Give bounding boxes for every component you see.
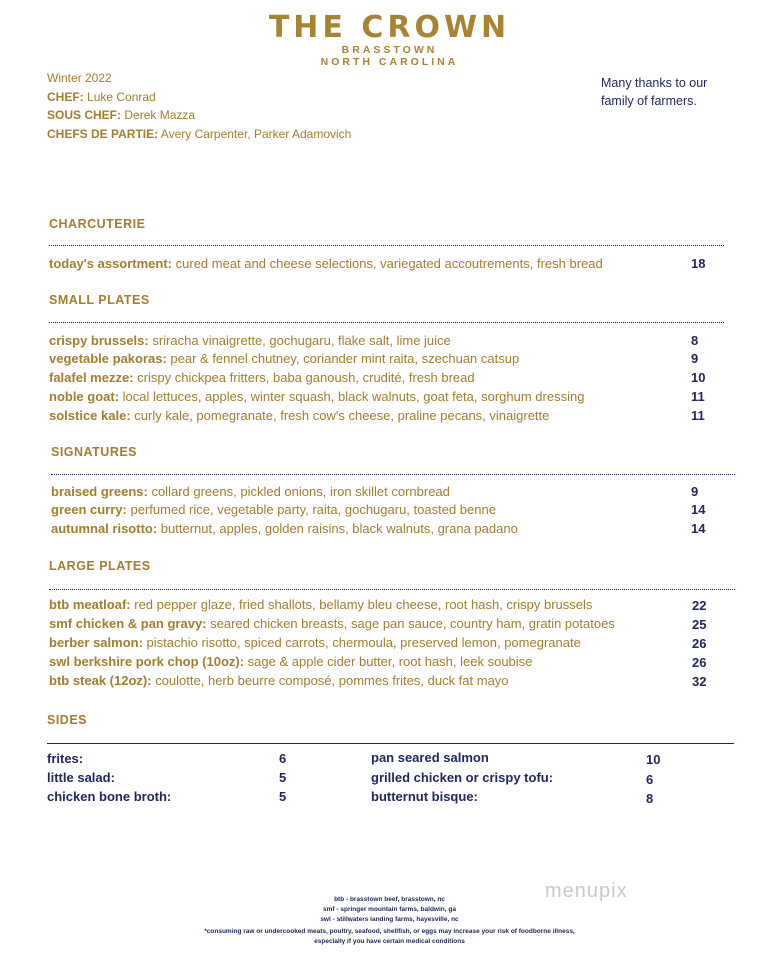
thanks-line-1: Many thanks to our [601, 76, 708, 90]
menu-item [49, 635, 581, 650]
item-desc: sage & apple cider butter, root hash, leek soubise [247, 654, 533, 669]
menu-item [49, 597, 592, 612]
item-price: 18 [691, 256, 706, 271]
side-item-name: frites: [47, 751, 84, 766]
item-desc: seared chicken breasts, sage pan sauce, country ham, gratin potatoes [210, 616, 615, 631]
watermark: menupix [545, 880, 628, 902]
item-name: falafel mezze: [49, 370, 134, 385]
restaurant-title: THE CROWN [268, 10, 511, 45]
side-item-name: grilled chicken or crispy tofu: [371, 770, 554, 785]
menu-item [49, 408, 549, 423]
item-desc: butternut, apples, golden raisins, black walnuts, grana padano [160, 521, 518, 536]
item-name: noble goat: [49, 389, 120, 404]
section-title-sides: SIDES [47, 713, 88, 727]
footer-disclaimer-1: *consuming raw or undercooked meats, poultry, seafood, shellfish, or eggs may increase your risk of foodborne illness, [204, 928, 575, 935]
item-name: btb steak (12oz): [49, 673, 152, 688]
item-desc: crispy chickpea fritters, baba ganoush, crudité, fresh bread [137, 370, 475, 385]
item-name: green curry: [51, 502, 127, 517]
item-price: 10 [691, 370, 706, 385]
item-name: berber salmon: [49, 635, 143, 650]
item-desc: collard greens, pickled onions, iron skillet cornbread [151, 484, 450, 499]
footer-legend-smf: smf - springer mountain farms, baldwin, ga [323, 906, 456, 913]
item-desc: red pepper glaze, fried shallots, bellamy bleu cheese, root hash, crispy brussels [134, 597, 593, 612]
side-item-price: 6 [646, 772, 654, 787]
menu-item [49, 673, 509, 688]
section-divider [51, 474, 735, 475]
section-title-signatures: SIGNATURES [51, 445, 138, 459]
item-price: 9 [691, 484, 699, 499]
footer-legend-btb: btb - brasstown beef, brasstown, nc [334, 896, 445, 903]
menu-item [51, 484, 450, 499]
item-price: 25 [692, 617, 707, 632]
item-price: 32 [692, 674, 707, 689]
location-line-1: BRASSTOWN [341, 44, 438, 56]
menu-item [49, 616, 615, 631]
side-item-price: 5 [279, 770, 287, 785]
item-name: autumnal risotto: [51, 521, 158, 536]
side-item-name: pan seared salmon [371, 750, 489, 765]
menu-item [49, 351, 519, 366]
chefs-de-partie-line [47, 127, 351, 141]
item-name: vegetable pakoras: [49, 351, 167, 366]
sous-chef-name: Derek Mazza [124, 108, 196, 122]
item-price: 14 [691, 521, 706, 536]
item-desc: local lettuces, apples, winter squash, black walnuts, goat feta, sorghum dressing [122, 389, 585, 404]
footer-legend-swl: swl - stillwaters landing farms, hayesville, nc [320, 916, 459, 923]
section-title-large-plates: LARGE PLATES [49, 559, 151, 573]
menu-item [49, 333, 451, 348]
item-desc: pistachio risotto, spiced carrots, chermoula, preserved lemon, pomegranate [146, 635, 581, 650]
item-name: braised greens: [51, 484, 148, 499]
section-divider [49, 322, 724, 323]
sous-chef-label: SOUS CHEF: [47, 108, 122, 122]
item-price: 11 [691, 389, 705, 404]
item-desc: perfumed rice, vegetable party, raita, gochugaru, toasted benne [130, 502, 496, 517]
section-title-charcuterie: CHARCUTERIE [49, 217, 146, 231]
footer-disclaimer-2: especially if you have certain medical conditions [314, 938, 465, 945]
menu-item [49, 370, 475, 385]
item-desc: cured meat and cheese selections, variegated accoutrements, fresh bread [175, 256, 603, 271]
item-name: solstice kale: [49, 408, 131, 423]
side-item-price: 8 [646, 791, 654, 806]
item-price: 26 [692, 636, 707, 651]
season: Winter 2022 [47, 71, 112, 85]
item-name: crispy brussels: [49, 333, 149, 348]
section-title-small-plates: SMALL PLATES [49, 293, 150, 307]
menu-item [49, 389, 584, 404]
chef-label: CHEF: [47, 90, 84, 104]
side-item-name: chicken bone broth: [47, 789, 172, 804]
item-name: btb meatloaf: [49, 597, 131, 612]
section-divider [49, 245, 724, 246]
chef-name: Luke Conrad [87, 90, 156, 104]
item-desc: sriracha vinaigrette, gochugaru, flake salt, lime juice [152, 333, 451, 348]
item-name: today's assortment: [49, 256, 173, 271]
item-desc: coulotte, herb beurre composé, pommes frites, duck fat mayo [155, 673, 509, 688]
item-price: 8 [691, 333, 699, 348]
side-item-price: 6 [279, 751, 287, 766]
item-name: swl berkshire pork chop (10oz): [49, 654, 245, 669]
sous-chef-line [47, 108, 195, 122]
chef-line [47, 90, 156, 104]
item-price: 26 [692, 655, 707, 670]
side-item-price: 10 [646, 752, 661, 767]
item-price: 14 [691, 502, 706, 517]
side-item-name: little salad: [47, 770, 115, 785]
menu-item [49, 654, 532, 669]
thanks-note [601, 74, 707, 110]
item-desc: curly kale, pomegranate, fresh cow's cheese, praline pecans, vinaigrette [134, 408, 550, 423]
thanks-line-2: family of farmers. [601, 94, 697, 108]
item-price: 11 [691, 408, 705, 423]
menu-item [49, 256, 603, 271]
item-name: smf chicken & pan gravy: [49, 616, 207, 631]
location-line-2: NORTH CAROLINA [320, 56, 459, 68]
section-divider [47, 743, 734, 744]
menu-item [51, 521, 518, 536]
chefs-de-partie-label: CHEFS DE PARTIE: [47, 127, 159, 141]
item-desc: pear & fennel chutney, coriander mint raita, szechuan catsup [170, 351, 520, 366]
section-divider [49, 589, 735, 590]
item-price: 9 [691, 351, 699, 366]
menu-item [51, 502, 496, 517]
side-item-name: butternut bisque: [371, 789, 478, 804]
side-item-price: 5 [279, 789, 287, 804]
item-price: 22 [692, 598, 707, 613]
chefs-de-partie-names: Avery Carpenter, Parker Adamovich [160, 127, 352, 141]
